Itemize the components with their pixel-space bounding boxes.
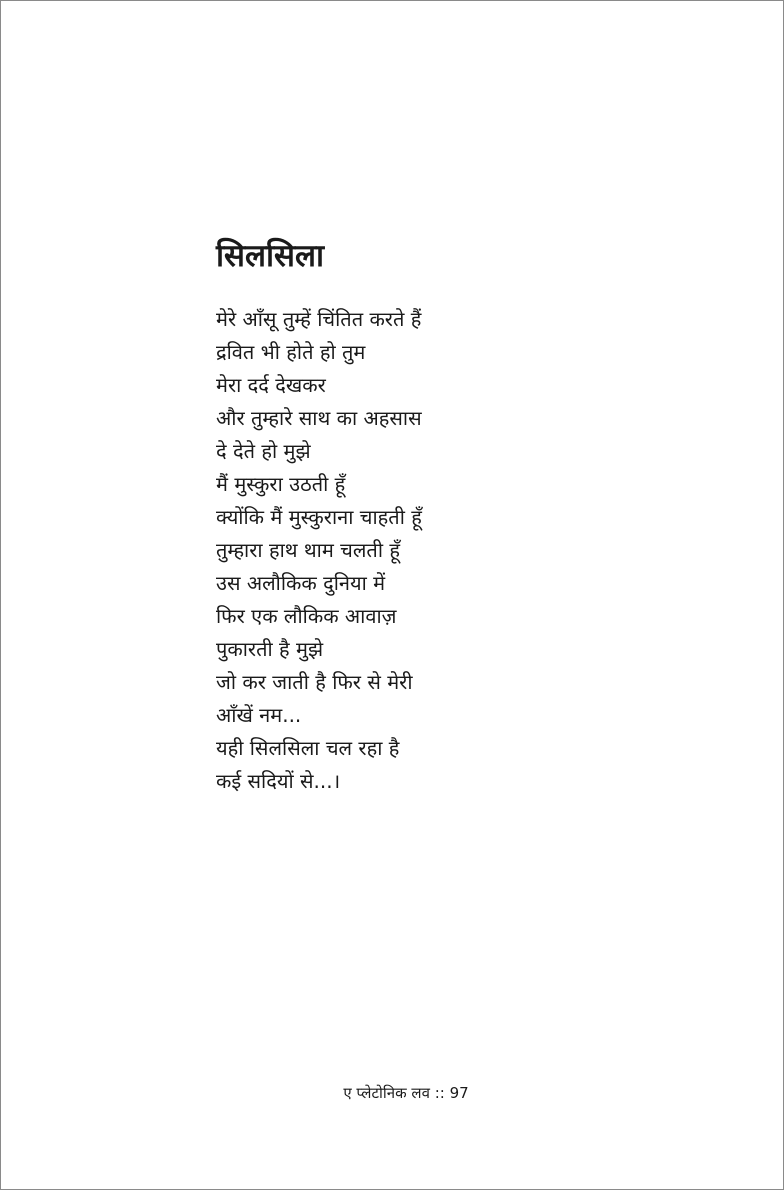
poem-line: तुम्हारा हाथ थाम चलती हूँ — [216, 538, 400, 562]
poem-body — [216, 303, 422, 798]
poem-line: मेरा दर्द देखकर — [216, 373, 326, 397]
poem-line: क्योंकि मैं मुस्कुराना चाहती हूँ — [216, 505, 422, 529]
page-number: 97 — [449, 1084, 469, 1102]
poem-line: आँखें नम... — [216, 703, 302, 727]
poem-line: यही सिलसिला चल रहा है — [216, 736, 400, 760]
footer-book-title: ए प्लेटोनिक लव — [343, 1084, 430, 1102]
page-footer — [1, 1081, 784, 1105]
footer-separator: :: — [434, 1084, 445, 1102]
poem-line: कई सदियों से...। — [216, 769, 341, 793]
poem-line: मैं मुस्कुरा उठती हूँ — [216, 472, 346, 496]
poem-line: दे देते हो मुझे — [216, 439, 311, 463]
poem-title: सिलसिला — [216, 238, 325, 274]
poem-line: फिर एक लौकिक आवाज़ — [216, 604, 397, 628]
poem-line: और तुम्हारे साथ का अहसास — [216, 406, 422, 430]
poem-line: जो कर जाती है फिर से मेरी — [216, 670, 413, 694]
poem-line: उस अलौकिक दुनिया में — [216, 571, 386, 595]
poem-line: मेरे आँसू तुम्हें चिंतित करते हैं — [216, 307, 422, 331]
poem-line: द्रवित भी होते हो तुम — [216, 340, 366, 364]
poem-line: पुकारती है मुझे — [216, 637, 324, 661]
